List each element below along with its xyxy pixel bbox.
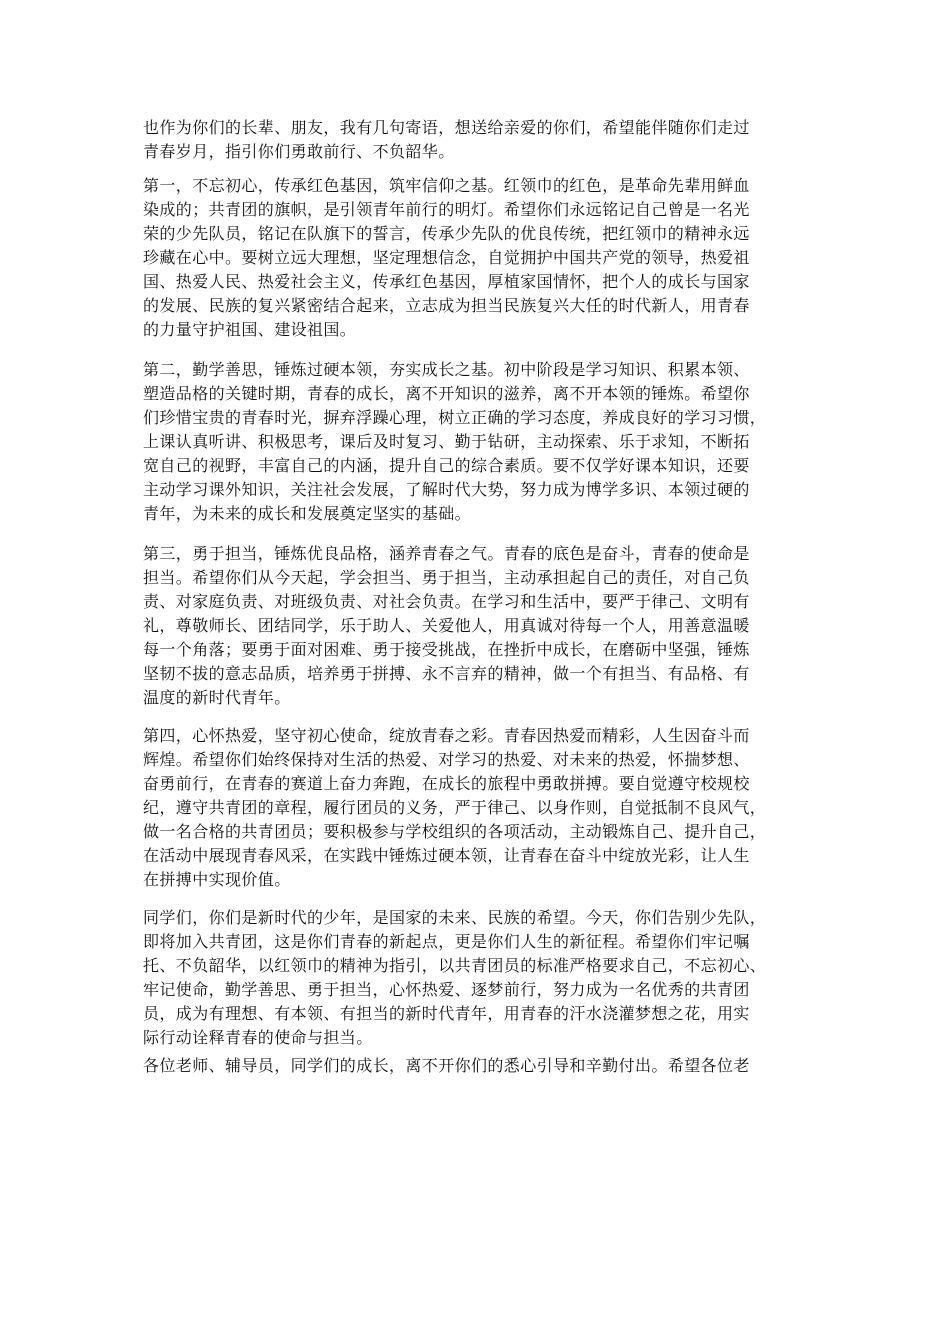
- paragraph-intro: 也作为你们的长辈、朋友，我有几句寄语，想送给亲爱的你们，希望能伴随你们走过 青春岁月，指引你们勇敢前行、不负韶华。: [143, 118, 750, 161]
- paragraph-second: 第二，勤学善思，锤炼过硬本领，夯实成长之基。初中阶段是学习知识、积累本领、 塑造品格的关键时期，青春的成长，离不开知识的滋养，离不开本领的锤炼。希望你 们珍惜宝贵的青春时光，摒弃浮躁心理，树立正确的学习态度，养成良好的学习习惯， 上课认真听讲、积极思考，课后及时复习、勤于钻研，主动探索、乐于求知，不断拓 宽自己的视野，丰富自己的内涵，提升自己的综合素质。要不仅学好课本知识，还要 主动学习课外知识，关注社会发展，了解时代大势，努力成为博学多识、本领过硬的 青年，为未来的成长和发展奠定坚实的基础。: [143, 360, 767, 523]
- paragraph-third: 第三，勇于担当，锤炼优良品格，涵养青春之气。青春的底色是奋斗，青春的使命是 担当。希望你们从今天起，学会担当、勇于担当，主动承担起自己的责任，对自己负 责、对家庭负责、对班级负责、对社会负责。在学习和生活中，要严于律己、文明有 礼，尊敬师长、团结同学，乐于助人、关爱他人，用真诚对待每一个人，用善意温暖 每一个角落；要勇于面对困难、勇于接受挑战，在挫折中成长，在磨砺中坚强，锤炼 坚韧不拔的意志品质，培养勇于拼搏、永不言弃的精神，做一个有担当、有品格、有 温度的新时代青年。: [143, 544, 750, 707]
- document-body: [143, 116, 815, 1078]
- paragraph-fourth: 第四，心怀热爱，坚守初心使命，绽放青春之彩。青春因热爱而精彩，人生因奋斗而 辉煌。希望你们始终保持对生活的热爱、对学习的热爱、对未来的热爱，怀揣梦想、 奋勇前行，在青春的赛道上奋力奔跑，在成长的旅程中勇敢拼搏。要自觉遵守校规校 纪，遵守共青团的章程，履行团员的义务，严于律己、以身作则，自觉抵制不良风气， 做一名合格的共青团员；要积极参与学校组织的各项活动，主动锻炼自己、提升自己， 在活动中展现青春风采，在实践中锤炼过硬本领，让青春在奋斗中绽放光彩，让人生 在拼搏中实现价值。: [143, 726, 767, 889]
- paragraph-teachers: 各位老师、辅导员，同学们的成长，离不开你们的悉心引导和辛勤付出。希望各位老: [143, 1056, 750, 1075]
- paragraph-students: 同学们，你们是新时代的少年，是国家的未来、民族的希望。今天，你们告别少先队， 即将加入共青团，这是你们青春的新起点，更是你们人生的新征程。希望你们牢记嘱 托、不负韶华，以红领巾的精神为指引，以共青团员的标准严格要求自己，不忘初心、 牢记使命，勤学善思、勇于担当，心怀热爱、逐梦前行，努力成为一名优秀的共青团 员，成为有理想、有本领、有担当的新时代青年，用青春的汗水浇灌梦想之花，用实 际行动诠释青春的使命与担当。: [143, 908, 767, 1047]
- paragraph-first: 第一，不忘初心，传承红色基因，筑牢信仰之基。红领巾的红色，是革命先辈用鲜血 染成的；共青团的旗帜，是引领青年前行的明灯。希望你们永远铭记自己曾是一名光 荣的少先队员，铭记在队旗下的誓言，传承少先队的优良传统，把红领巾的精神永远 珍藏在心中。要树立远大理想，坚定理想信念，自觉拥护中国共产党的领导，热爱祖 国、热爱人民、热爱社会主义，传承红色基因，厚植家国情怀，把个人的成长与国家 的发展、民族的复兴紧密结合起来，立志成为担当民族复兴大任的时代新人，用青春 的力量守护祖国、建设祖国。: [143, 176, 750, 339]
